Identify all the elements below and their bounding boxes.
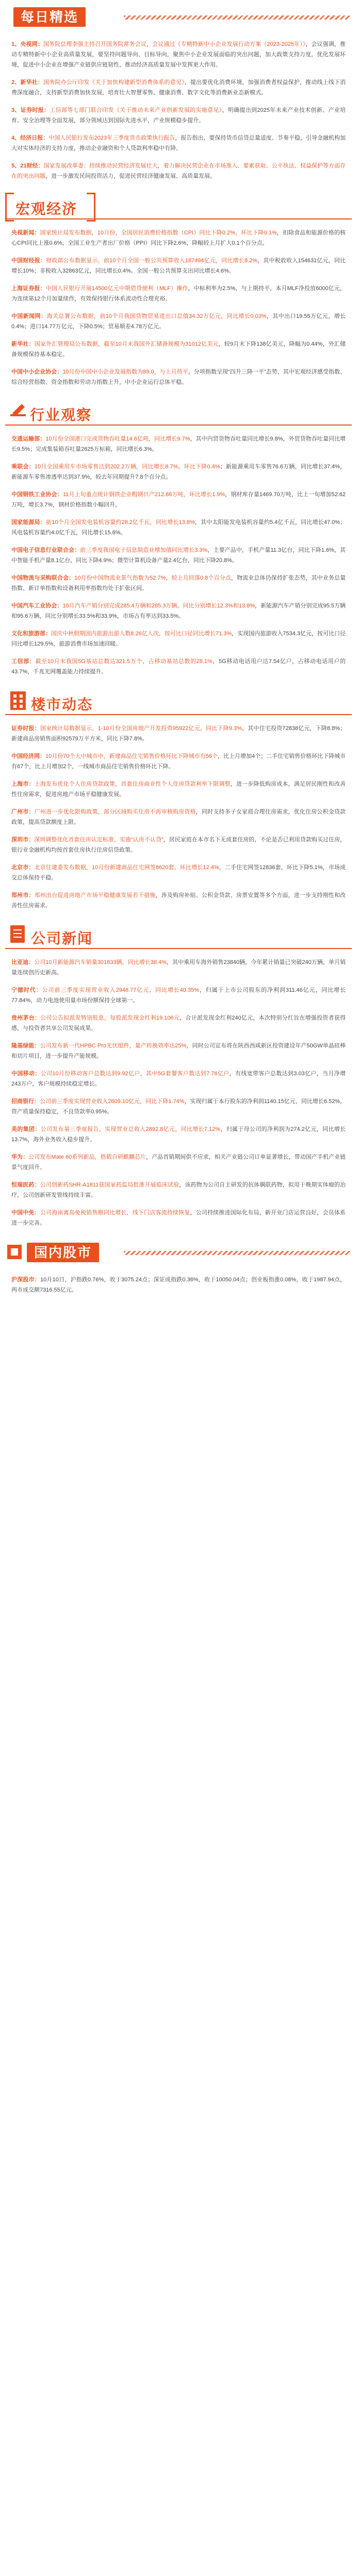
section-title: 宏观经济 <box>15 201 78 217</box>
news-item: 比亚迪：公司10月新能源汽车销量301833辆，同比增长38.4%，其中乘用车海外销售23840辆，今年累计销量已突破240万辆，单月销量连续创历史新高。 <box>11 959 346 976</box>
news-item: 证券时报：国家统计局数据显示，1-10月份全国房地产开发投资95922亿元，同比下降9.3%，其中住宅投资72838亿元，下降8.8%；新建商品房销售面积92579万平方米，同比下降7.8%。 <box>11 725 346 742</box>
news-item: 2、新华社：国务院办公厅印发《关于加快构建新型消费体系的意见》，提出要优化消费环境，加强消费者权益保护，推动线上线下消费深度融合，支持新型消费加快发展，培育壮大智慧零售、健康消费、数字文化等消费新业态新模式。 <box>11 79 346 96</box>
news-item: 上海证券报：中国人民银行开展14500亿元中期借贷便利（MLF）操作，中标利率为2.5%，与上期持平，本月MLF净投放6000亿元，为连续第12个月加量续作，有效保持银行体系流动性合理充裕。 <box>11 285 346 302</box>
section-market <box>0 1275 357 1295</box>
section-rule <box>5 948 352 949</box>
news-item: 北京市：北京住建委发布数据，10月份新建商品住宅网签8620套，环比增长12.4%，二手住宅网签12836套，环比下降5.1%，市场成交总体保持平稳。 <box>11 865 346 881</box>
news-item: 招商银行：公司前三季度实现营业收入2609.10亿元，同比下降1.74%，实现归属于本行股东的净利润1140.15亿元，同比增长6.52%，资产质量保持稳定，不良贷款率0.95%。 <box>11 1098 346 1115</box>
section-header-market <box>0 1235 357 1273</box>
news-item: 广州市：广州进一步优化限购政策，部分区域购买住房不再审核购房资格，同时支持多子女家庭合理住房需求，优化住房公积金贷款政策，提高贷款额度上限。 <box>11 809 346 825</box>
section-rule <box>5 714 352 715</box>
news-item: 隆基绿能：公司发布新一代HPBC Pro光伏组件，量产转换效率达25%，同时公司宣布将在陕西西咸新区投资建设年产50GW单晶硅棒和切片项目，进一步提升产能规模。 <box>11 1043 346 1059</box>
news-item: 上海市：上海发布优化个人住房贷款政策，首套住房商业性个人住房贷款利率下限调整，进一步降低购房成本，满足居民刚性和改善性住房需求，促进房地产市场平稳健康发展。 <box>11 781 346 798</box>
section-header-company <box>0 918 357 955</box>
section-header-macro <box>0 189 357 226</box>
section-title: 行业观察 <box>30 407 92 423</box>
section-title: 公司新闻 <box>31 930 93 946</box>
section-rule <box>5 218 352 219</box>
square-icon <box>7 1245 22 1259</box>
pencil-icon <box>9 403 27 418</box>
section-industry <box>0 434 357 677</box>
news-item: 沪深股市：10月10日，沪指跌0.76%，收于3075.24点；深证成指跌0.36%，收于10050.04点；创业板指涨0.08%，收于1987.94点，两市成交额7316.55亿元。 <box>11 1277 346 1293</box>
news-item: 深圳市：深圳调整优化首套住房认定标准，实施“认房不认贷”，居民家庭在本市名下无成套住房的，不论是否已利用贷款购买过住房，银行业金融机构均按首套住房执行住房信贷政策。 <box>11 837 346 853</box>
news-item: 中国中小企业协会：10月份中国中小企业发展指数为89.0，与上月持平，分项指数呈现“四升三降一平”态势，其中宏观经济感受指数、综合经营指数、资金指数和劳动力指数上升，中小企业运行总体平稳。 <box>11 369 346 385</box>
bracket-deco <box>87 193 95 222</box>
news-item: 贵州茅台：公司公告拟派发特别股息，每股派发现金红利19.106元，合计派发现金红利240亿元，本次特别分红旨在增强投资者获得感，与投资者共享公司发展成果。 <box>11 1015 346 1031</box>
news-item: 交通运输部：10月份全国港口完成货物吞吐量14.6亿吨，同比增长9.7%，其中内贸货物吞吐量同比增长9.8%，外贸货物吞吐量同比增长9.5%；完成集装箱吞吐量2625万标箱，同比增长6.3%。 <box>11 436 346 452</box>
news-item: 中国汽车工业协会：10月汽车产销分别完成285.4万辆和285.3万辆，同比分别增长12.3%和13.8%，新能源汽车产销分别完成95.5万辆和95.6万辆，同比分别增长33.5%和33.9%，市场占有率达到33.5%。 <box>11 603 346 619</box>
news-item: 工信部：截至10月末我国5G基站总数达321.5万个，占移动基站总数的28.1%，5G移动电话用户达7.54亿户，占移动电话用户的43.7%，千兆光网覆盖能力持续提升。 <box>11 658 346 675</box>
document-icon <box>10 925 25 943</box>
building-icon <box>10 691 26 710</box>
news-item: 恒瑞医药：公司创新药SHR-A1811获国家药监局批准开展临床试验，该药物为公司自主研发的抗体偶联药物，拟用于晚期实体瘤的治疗，公司创新研发管线持续丰富。 <box>11 1182 346 1198</box>
news-item: 乘联会：10月全国乘用车市场零售达到202.2万辆，同比增长8.7%，环比下降0.4%；新能源乘用车零售76.6万辆，同比增长37.4%，新能源车零售渗透率达到37.9%，较去年同期提升7.8个百分点。 <box>11 464 346 480</box>
bracket-deco <box>5 193 14 222</box>
news-item: 中国经济网：10月份70个大中城市中，新建商品住宅销售价格环比下降城市有56个，比上月增加4个；二手住宅销售价格环比下降城市有67个，比上月增加2个，一线城市商品住宅销售价格环比下降。 <box>11 753 346 770</box>
news-item: 4、经济日报：中国人民银行发布2023年三季度货币政策执行报告，报告指出，要保持货币信贷总量适度、节奏平稳，引导金融机构加大对实体经济的支持力度，推动企业融资和个人贷款利率稳中有降。 <box>11 135 346 151</box>
news-item: 1、央视网：国务院总理李强主持召开国务院常务会议，会议通过《专精特新中小企业发展行动方案（2023-2025年）》，会议强调，推动专精特新中小企业高质量发展，要坚持问题导向、目标导向，聚焦中小企业发展面临的突出问题，加大政策支持力度，优化发展环境，促进中小企业在增强产业链供应链韧性、推动经济高质量发展中发挥更大作用。 <box>11 41 346 68</box>
news-item: 中国电子信息行业联合会：前三季度我国电子信息制造业增加值同比增长3.3%，主要产品中，手机产量11.3亿台，同比下降1.6%，其中智能手机产量8.1亿台，同比下降4.9%；微型计算机设备产量2.4亿台，同比下降20.8%。 <box>11 547 346 564</box>
news-item: 文化和旅游部：国庆中秋假期国内旅游出游人数8.26亿人次，按可比口径同比增长71.3%，实现国内旅游收入7534.3亿元，按可比口径同比增长129.5%，旅游消费市场加速回暖。 <box>11 631 346 647</box>
decorative-hatch <box>124 1251 350 1255</box>
news-item: 央视新闻：国家统计局发布数据，10月份，全国居民消费价格指数（CPI）同比下降0.2%，环比下降0.1%，扣除食品和能源价格的核心CPI同比上涨0.6%，全国工业生产者出厂价格（PPI）同比下降2.6%，降幅较上月扩大0.1个百分点。 <box>11 230 346 246</box>
news-item: 宁德时代：公司前三季度实现营业收入2946.77亿元，同比增长40.35%，归属于上市公司股东的净利润311.46亿元，同比增长77.84%，动力电池使用量市场份额保持全球第一。 <box>11 987 346 1004</box>
news-item: 中国财经报：财政部公布数据显示，前10个月全国一般公共预算收入187494亿元，同比增长8.2%，其中税收收入154631亿元，同比增长10%；非税收入32863亿元，同比增长0.4%。全国一般公共预算支出同比增长4.6%。 <box>11 258 346 274</box>
section-title: 每日精选 <box>13 7 86 27</box>
news-item: 中国新闻网：海关总署公布数据，前10个月我国货物贸易进出口总值34.32万亿元，同比增长0.03%，其中出口19.55万亿元，增长0.4%；进口14.77万亿元，下降0.5%；贸易顺差4.78万亿元。 <box>11 313 346 330</box>
news-item: 中国中免：公司海南离岛免税销售额同比增长，线下门店客流持续恢复，公司持续推进国际化布局，新开业门店运营良好，会员体系进一步完善。 <box>11 1210 346 1226</box>
news-item: 郑州市：郑州出台促进房地产市场平稳健康发展若干措施，涉及购房补贴、公积金贷款、房票安置等多个方面，进一步支持刚性和改善性住房需求。 <box>11 892 346 909</box>
section-header-industry <box>0 395 357 432</box>
section-title: 楼市动态 <box>31 697 93 713</box>
news-item: 华为：公司发布Mate 60系列新品，搭载自研麒麟芯片，产品首销期间供不应求，相关产业链公司订单显著增长，带动国产手机产业链景气度回升。 <box>11 1154 346 1171</box>
news-item: 中国物流与采购联合会：10月份中国物流业景气指数为52.7%，较上月回落0.8个百分点，物流业总体仍保持扩张态势，其中业务总量指数、新订单指数和设备利用率指数均处于扩张区间。 <box>11 575 346 591</box>
news-item: 5、21财经：国家发展改革委：持续推动民营经济发展壮大，着力解决民营企业在市场准入、要素获取、公平执法、权益保护等方面存在的突出问题，进一步激发民间投资活力，促进民营经济健康发展、高质量发展。 <box>11 163 346 179</box>
section-header-daily <box>0 0 357 37</box>
section-property <box>0 723 357 911</box>
section-company <box>0 957 357 1228</box>
decorative-hatch <box>124 15 350 20</box>
news-item: 国家能源局：前10个月全国发电装机容量约28.2亿千瓦，同比增长13.8%，其中太阳能发电装机容量约5.4亿千瓦，同比增长47.0%；风电装机容量约4.0亿千瓦，同比增长15.6%。 <box>11 519 346 536</box>
section-macro <box>0 228 357 387</box>
news-item: 新华社：国家外汇管理局公布数据，截至10月末我国外汇储备规模为31012亿美元，较9月末下降138亿美元，降幅为0.44%，外汇储备规模保持基本稳定。 <box>11 341 346 358</box>
section-rule <box>5 425 352 426</box>
news-item: 中国钢铁工业协会：11月上旬重点统计钢铁企业粗钢日产212.86万吨，环比增长1.9%，钢材库存量1469.70万吨，比上一旬增加52.62万吨，增长3.7%，钢材价格指数小幅回升。 <box>11 492 346 508</box>
section-daily <box>0 39 357 181</box>
news-item: 中国移动：公司10月份移动客户总数达到9.92亿户，其中5G套餐客户数达到7.76亿户，有线宽带客户总数达到3.03亿户，当月净增243万户，客户规模持续稳定增长。 <box>11 1071 346 1087</box>
section-header-property <box>0 684 357 721</box>
section-title: 国内股市 <box>27 1243 99 1262</box>
news-item: 美的集团：公司发布第三季度报告，实现营业总收入2892.8亿元，同比增长7.12%，归属于母公司的净利润为274.2亿元，同比增长13.7%，海外业务收入稳步提升。 <box>11 1126 346 1143</box>
news-item: 3、证券时报：工信部等七部门联合印发《关于推动未来产业创新发展的实施意见》，明确提出到2025年未来产业技术创新、产业培育、安全治理等全面发展，部分领域达到国际先进水平，产业规模稳步提升。 <box>11 107 346 124</box>
